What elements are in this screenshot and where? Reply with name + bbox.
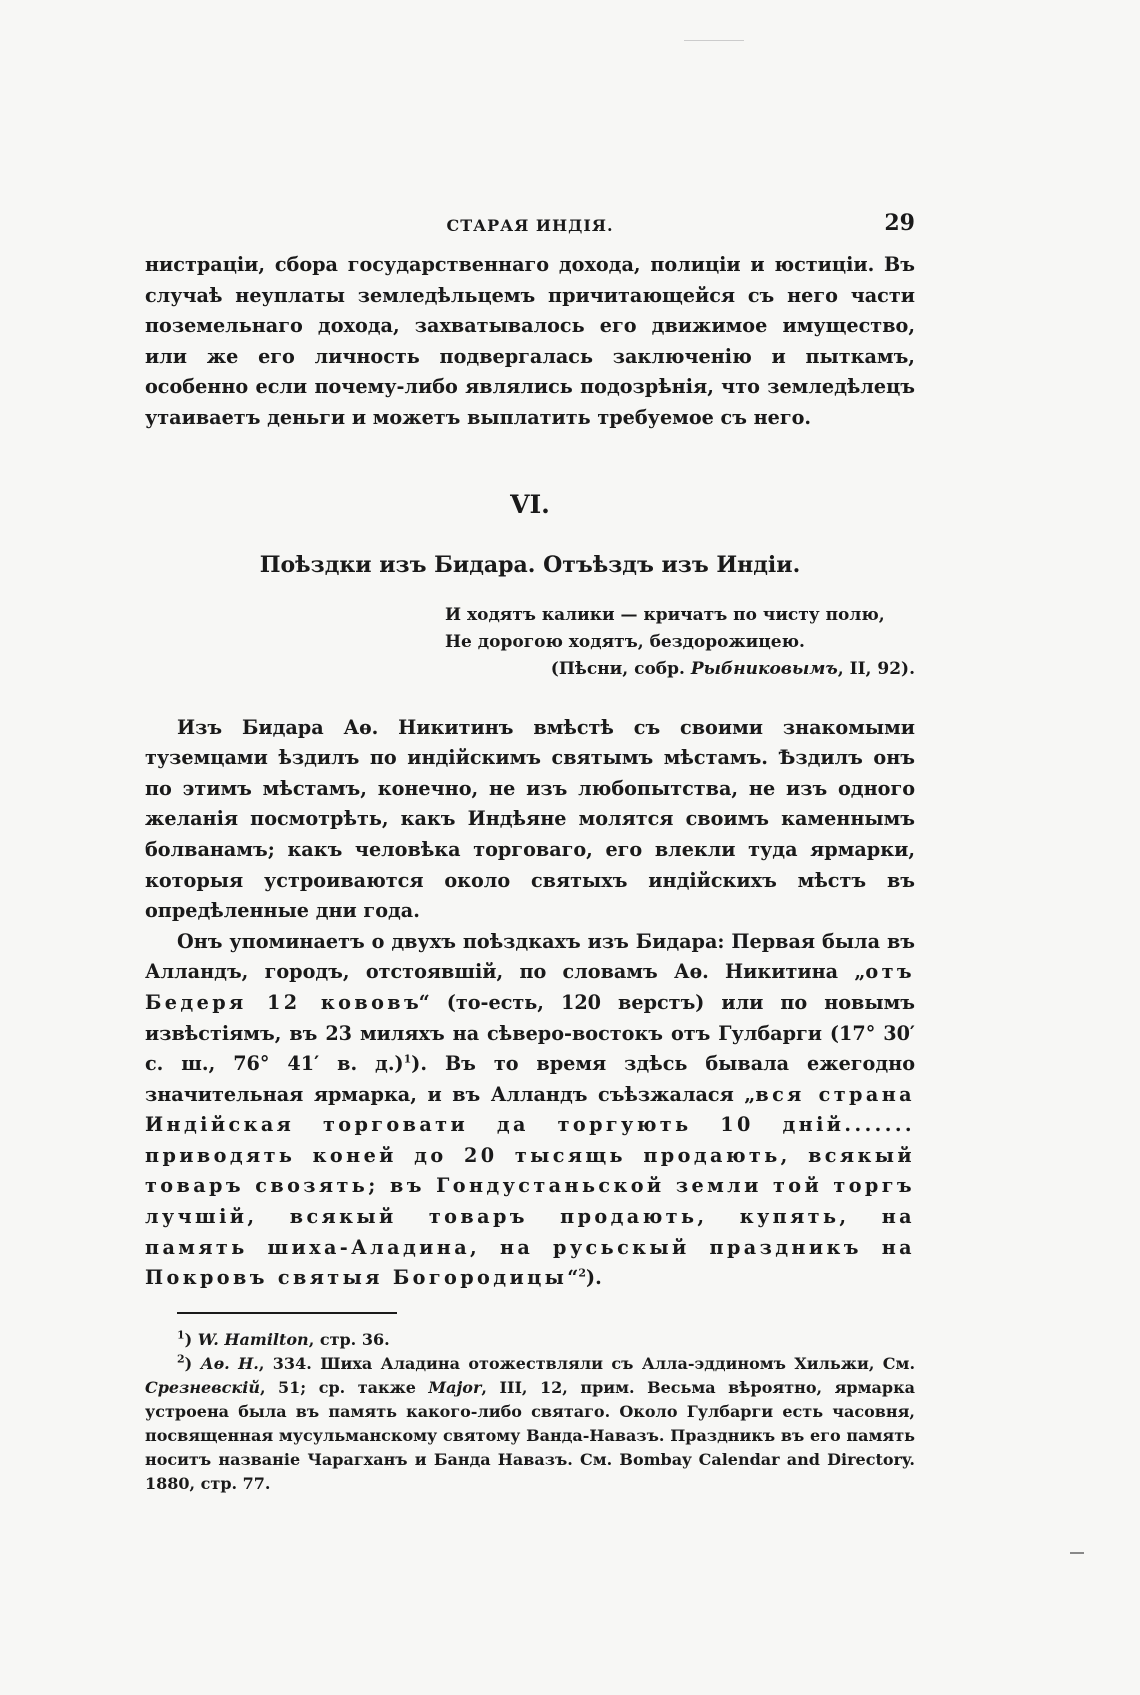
paragraph2-text-5: ). bbox=[585, 1266, 602, 1290]
footnote-ref-1[interactable]: 1 bbox=[403, 1052, 412, 1066]
body-paragraph-2 bbox=[145, 927, 915, 1294]
running-head bbox=[145, 210, 915, 250]
epigraph-line-1: И ходятъ калики — кричатъ по чисту полю, bbox=[445, 604, 885, 625]
footnote-1-marker: 1 bbox=[177, 1328, 185, 1342]
epigraph-source-suffix: , II, 92). bbox=[837, 658, 915, 679]
intro-paragraph: нистраціи, сбора государственнаго дохода, полиціи и юстиціи. Въ случаѣ неуплаты земледѣльцемъ причитающейся съ него части поземельнаго дохода, захватывалось его движимое имущество, или же его личность подвергалась заключенію и пыткамъ, особенно если почему-либо являлись подозрѣнія, что земледѣлецъ утаиваетъ деньги и можетъ выплатить требуемое съ него. bbox=[145, 253, 915, 429]
body-paragraph-1: Изъ Бидара Аѳ. Никитинъ вмѣстѣ съ своими знакомыми туземцами ѣздилъ по индійскимъ святымъ мѣстамъ. Ѣздилъ онъ по этимъ мѣстамъ, конечно, не изъ любопытства, не изъ одного желанія посмотрѣть, какъ Индѣяне молятся своимъ каменнымъ болванамъ; какъ человѣка торговаго, его влекли туда ярмарки, которыя устроиваются около святыхъ индійскихъ мѣстъ въ опредѣленные дни года. bbox=[145, 715, 915, 923]
paragraph2-quote-1: отъ Бедеря 12 ковов bbox=[145, 960, 915, 1014]
footnote-2-text-3: , III, 12, прим. Весьма вѣроятно, ярмарка устроена была въ память какого-либо святаго. Около Гулбарги есть часовня, посвященная мусульманскому святому Ванда-Навазъ. Праздникъ въ его память носитъ названіе Чарагханъ и Банда Навазъ. См. Bombay Calendar and Directory. 1880, стр. 77. bbox=[145, 1377, 915, 1493]
footnote-2-text-1: , 334. Шиха Аладина отожествляли съ Алла-эддиномъ Хильжи, См. bbox=[258, 1353, 916, 1373]
book-page bbox=[145, 210, 915, 1496]
paragraph2-text-4: “ bbox=[567, 1266, 579, 1290]
footnote-1-author: W. Hamilton bbox=[197, 1329, 309, 1349]
epigraph bbox=[445, 602, 915, 683]
footnote-2-marker: 2 bbox=[177, 1352, 185, 1366]
paragraph2-text-3: ). Въ то время здѣсь бывала ежегодно значительная ярмарка, и въ Алландъ съѣзжалася „ bbox=[145, 1052, 915, 1106]
paragraph2-quote-2: вся страна Индійская торговати да торгують 10 днiй....... приводять коней до 20 тысящь продають, всякый товаръ свозять; въ Гондустаньской земли той торгъ лучшій, всякый товаръ продають, купять, на память шиха-Аладина, на русьскый праздникъ на Покровъ святыя Богородицы bbox=[145, 1082, 915, 1290]
page-number: 29 bbox=[884, 210, 915, 236]
footnote-2-author-2: Major bbox=[428, 1377, 482, 1397]
footnote-ref-2[interactable]: 2 bbox=[578, 1266, 586, 1280]
epigraph-source-author: Рыбниковымъ bbox=[690, 658, 838, 679]
footnote-2-abbr: Аѳ. Н. bbox=[200, 1353, 259, 1373]
footnote-2-author-1: Срезневскій bbox=[145, 1377, 260, 1397]
paragraph2-text-1: Онъ упоминаетъ о двухъ поѣздкахъ изъ Бидара: Первая была въ Алландъ, городъ, отстоявшій, по словамъ Аѳ. Никитина „ bbox=[145, 929, 915, 984]
footnotes bbox=[145, 1328, 915, 1496]
footnote-2: $^2$) Аѳ. Н., 334. Шиха Аладина отожествляли съ Алла-эддиномъ Хильжи, См. Срезневскій, 51; ср. также Major, III, 12, прим. Весьма вѣроятно, ярмарка устроена была въ память какого-либо святаго. Около Гулбарги есть часовня, посвященная мусульманскому святому Ванда-Навазъ. Праздникъ въ его память носитъ названіе Чарагханъ и Банда Навазъ. См. Bombay Calendar and Directory. 1880, стр. 77. bbox=[145, 1352, 916, 1493]
paragraph2-text-2: ъ“ (то-есть, 120 верстъ) или по новымъ извѣстіямъ, въ 23 миляхъ на сѣверо-востокъ отъ Гулбарги (17° 30′ с. ш., 76° 41′ в. д.) bbox=[145, 990, 915, 1076]
scan-speck bbox=[684, 40, 744, 41]
epigraph-line-2: Не дорогою ходятъ, бездорожицею. bbox=[445, 631, 805, 652]
scan-speck bbox=[1070, 1552, 1084, 1554]
footnote-1: $^1$) W. Hamilton, стр. 36. bbox=[177, 1328, 390, 1349]
footnote-2-text-2: , 51; ср. также bbox=[259, 1377, 429, 1397]
footnote-divider bbox=[177, 1312, 397, 1314]
running-head-title: СТАРАЯ ИНДІЯ. bbox=[446, 216, 614, 235]
epigraph-source bbox=[445, 656, 915, 683]
footnote-1-text: , стр. 36. bbox=[308, 1329, 390, 1349]
chapter-title: Поѣздки изъ Бидара. Отъѣздъ изъ Индіи. bbox=[259, 551, 801, 578]
epigraph-source-prefix: (Пѣсни, собр. bbox=[550, 658, 691, 679]
section-number: VI. bbox=[510, 489, 550, 519]
